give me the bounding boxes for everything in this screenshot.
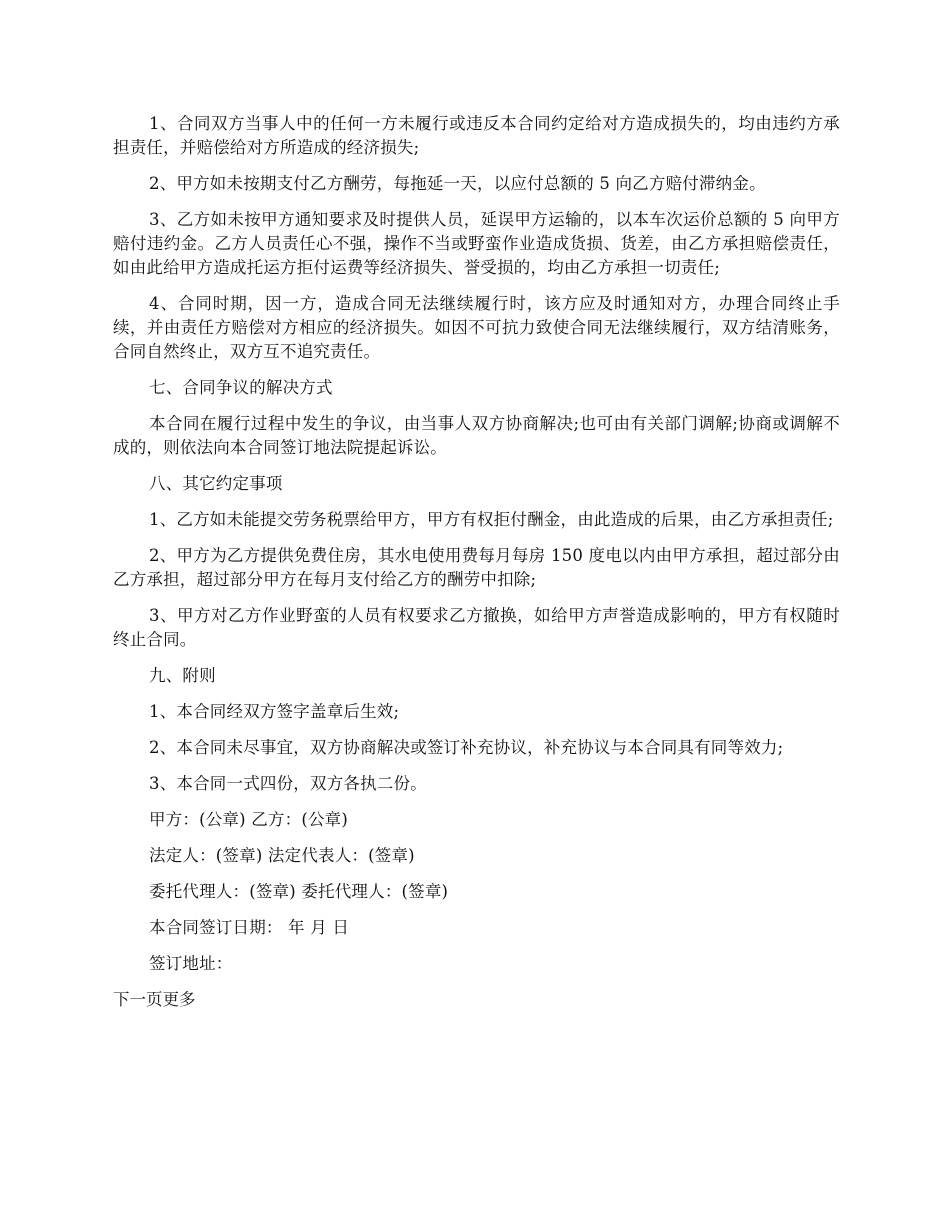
signing-address-line: 签订地址： — [149, 954, 233, 973]
supplementary-paragraph-1: 1、本合同经双方签字盖章后生效; — [149, 702, 400, 721]
signing-date-line: 本合同签订日期： 年 月 日 — [149, 918, 350, 937]
clause-paragraph-2: 2、甲方如未按期支付乙方酬劳，每拖延一天，以应付总额的 5 向乙方赔付滞纳金。 — [149, 174, 766, 193]
next-page-link[interactable]: 下一页更多 — [113, 990, 196, 1009]
clause-paragraph-3: 3、乙方如未按甲方通知要求及时提供人员，延误甲方运输的，以本车次运价总额的 5 向甲方赔付违约金。乙方人员责任心不强，操作不当或野蛮作业造成货损、货差，由乙方承担赔偿责任，如由此给甲方造成托运方拒付运费等经济损失、誉受损的，均由乙方承担一切责任; — [113, 210, 840, 277]
supplementary-paragraph-3: 3、本合同一式四份，双方各执二份。 — [149, 774, 427, 793]
other-terms-paragraph-3: 3、甲方对乙方作业野蛮的人员有权要求乙方撤换，如给甲方声誉造成影响的，甲方有权随时终止合同。 — [113, 606, 840, 649]
clause-paragraph-1: 1、合同双方当事人中的任何一方未履行或违反本合同约定给对方造成损失的，均由违约方承担责任，并赔偿给对方所造成的经济损失; — [113, 114, 840, 157]
signature-legal-rep-line: 法定人：(签章) 法定代表人：(签章) — [149, 846, 415, 865]
dispute-resolution-paragraph: 本合同在履行过程中发生的争议，由当事人双方协商解决;也可由有关部门调解;协商或调解不成的，则依法向本合同签订地法院提起诉讼。 — [113, 414, 840, 457]
section-heading-supplementary: 九、附则 — [149, 666, 216, 685]
section-heading-other-terms: 八、其它约定事项 — [149, 474, 283, 493]
clause-paragraph-4: 4、合同时期，因一方，造成合同无法继续履行时，该方应及时通知对方，办理合同终止手续，并由责任方赔偿对方相应的经济损失。如因不可抗力致使合同无法继续履行，双方结清账务，合同自然终止，双方互不追究责任。 — [113, 294, 840, 361]
signature-party-line: 甲方：(公章) 乙方：(公章) — [149, 810, 348, 829]
other-terms-paragraph-1: 1、乙方如未能提交劳务税票给甲方，甲方有权拒付酬金，由此造成的后果，由乙方承担责任; — [149, 510, 834, 529]
other-terms-paragraph-2: 2、甲方为乙方提供免费住房，其水电使用费每月每房 150 度电以内由甲方承担，超过部分由乙方承担，超过部分甲方在每月支付给乙方的酬劳中扣除; — [113, 546, 840, 589]
section-heading-dispute-resolution: 七、合同争议的解决方式 — [149, 378, 333, 397]
signature-agent-line: 委托代理人：(签章) 委托代理人：(签章) — [149, 882, 449, 901]
supplementary-paragraph-2: 2、本合同未尽事宜，双方协商解决或签订补充协议，补充协议与本合同具有同等效力; — [149, 738, 784, 757]
document-body — [113, 112, 840, 1012]
